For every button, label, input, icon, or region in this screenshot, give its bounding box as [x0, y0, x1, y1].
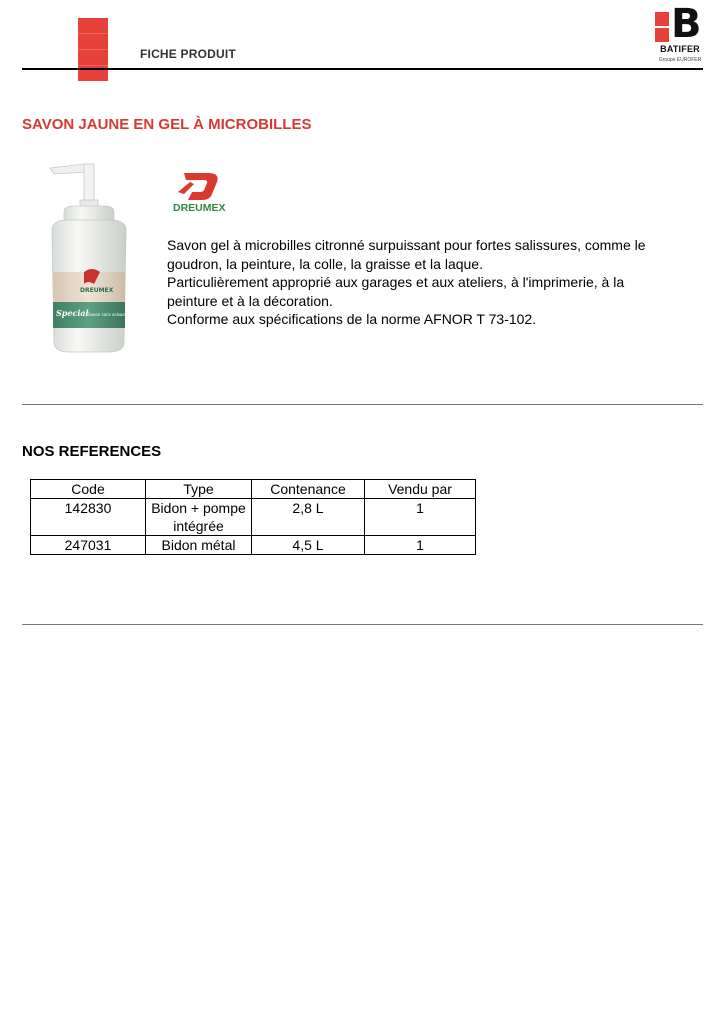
dreumex-logo-text: DREUMEX: [173, 202, 226, 214]
product-image-label: Special: [56, 308, 89, 318]
batifer-group-text: Groupe EUROFER: [658, 57, 702, 63]
table-row: [31, 499, 476, 536]
section-divider: [22, 404, 703, 405]
section-divider: [22, 624, 703, 625]
cell-type: Bidon + pompe intégrée: [146, 499, 252, 536]
cell-code: 247031: [31, 536, 146, 555]
header-title: FICHE PRODUIT: [140, 47, 236, 61]
table-header-row: [31, 480, 476, 499]
product-image-sublabel: Savon sans solvant: [88, 312, 127, 317]
header-rule: [22, 68, 703, 70]
svg-text:DREUMEX: DREUMEX: [80, 287, 114, 294]
description-paragraph: Savon gel à microbilles citronné surpuissant pour fortes salissures, comme le goudron, la peinture, la colle, la graisse et la laque.: [167, 237, 646, 272]
dreumex-logo: [170, 170, 236, 214]
description-paragraph: Conforme aux spécifications de la norme AFNOR T 73-102.: [167, 311, 537, 327]
cell-code: 142830: [31, 499, 146, 536]
references-table: [30, 479, 476, 555]
references-heading: NOS REFERENCES: [22, 443, 162, 460]
batifer-logo: B BATIFER Groupe EUROFER: [655, 12, 705, 68]
product-image: [44, 160, 166, 360]
cell-contenance: 2,8 L: [252, 499, 365, 536]
column-header-type: Type: [146, 480, 252, 499]
column-header-vendu-par: Vendu par: [365, 480, 476, 499]
product-description: [167, 236, 677, 329]
cell-type: Bidon métal: [146, 536, 252, 555]
description-paragraph: Particulièrement approprié aux garages et aux ateliers, à l'imprimerie, à la peinture et à la décoration.: [167, 274, 625, 309]
batifer-logo-text: BATIFER: [660, 44, 700, 54]
column-header-contenance: Contenance: [252, 480, 365, 499]
header-red-block: [78, 18, 108, 81]
cell-vendu-par: 1: [365, 499, 476, 536]
table-row: [31, 536, 476, 555]
cell-vendu-par: 1: [365, 536, 476, 555]
column-header-code: Code: [31, 480, 146, 499]
cell-contenance: 4,5 L: [252, 536, 365, 555]
product-title: SAVON JAUNE EN GEL À MICROBILLES: [22, 116, 312, 133]
